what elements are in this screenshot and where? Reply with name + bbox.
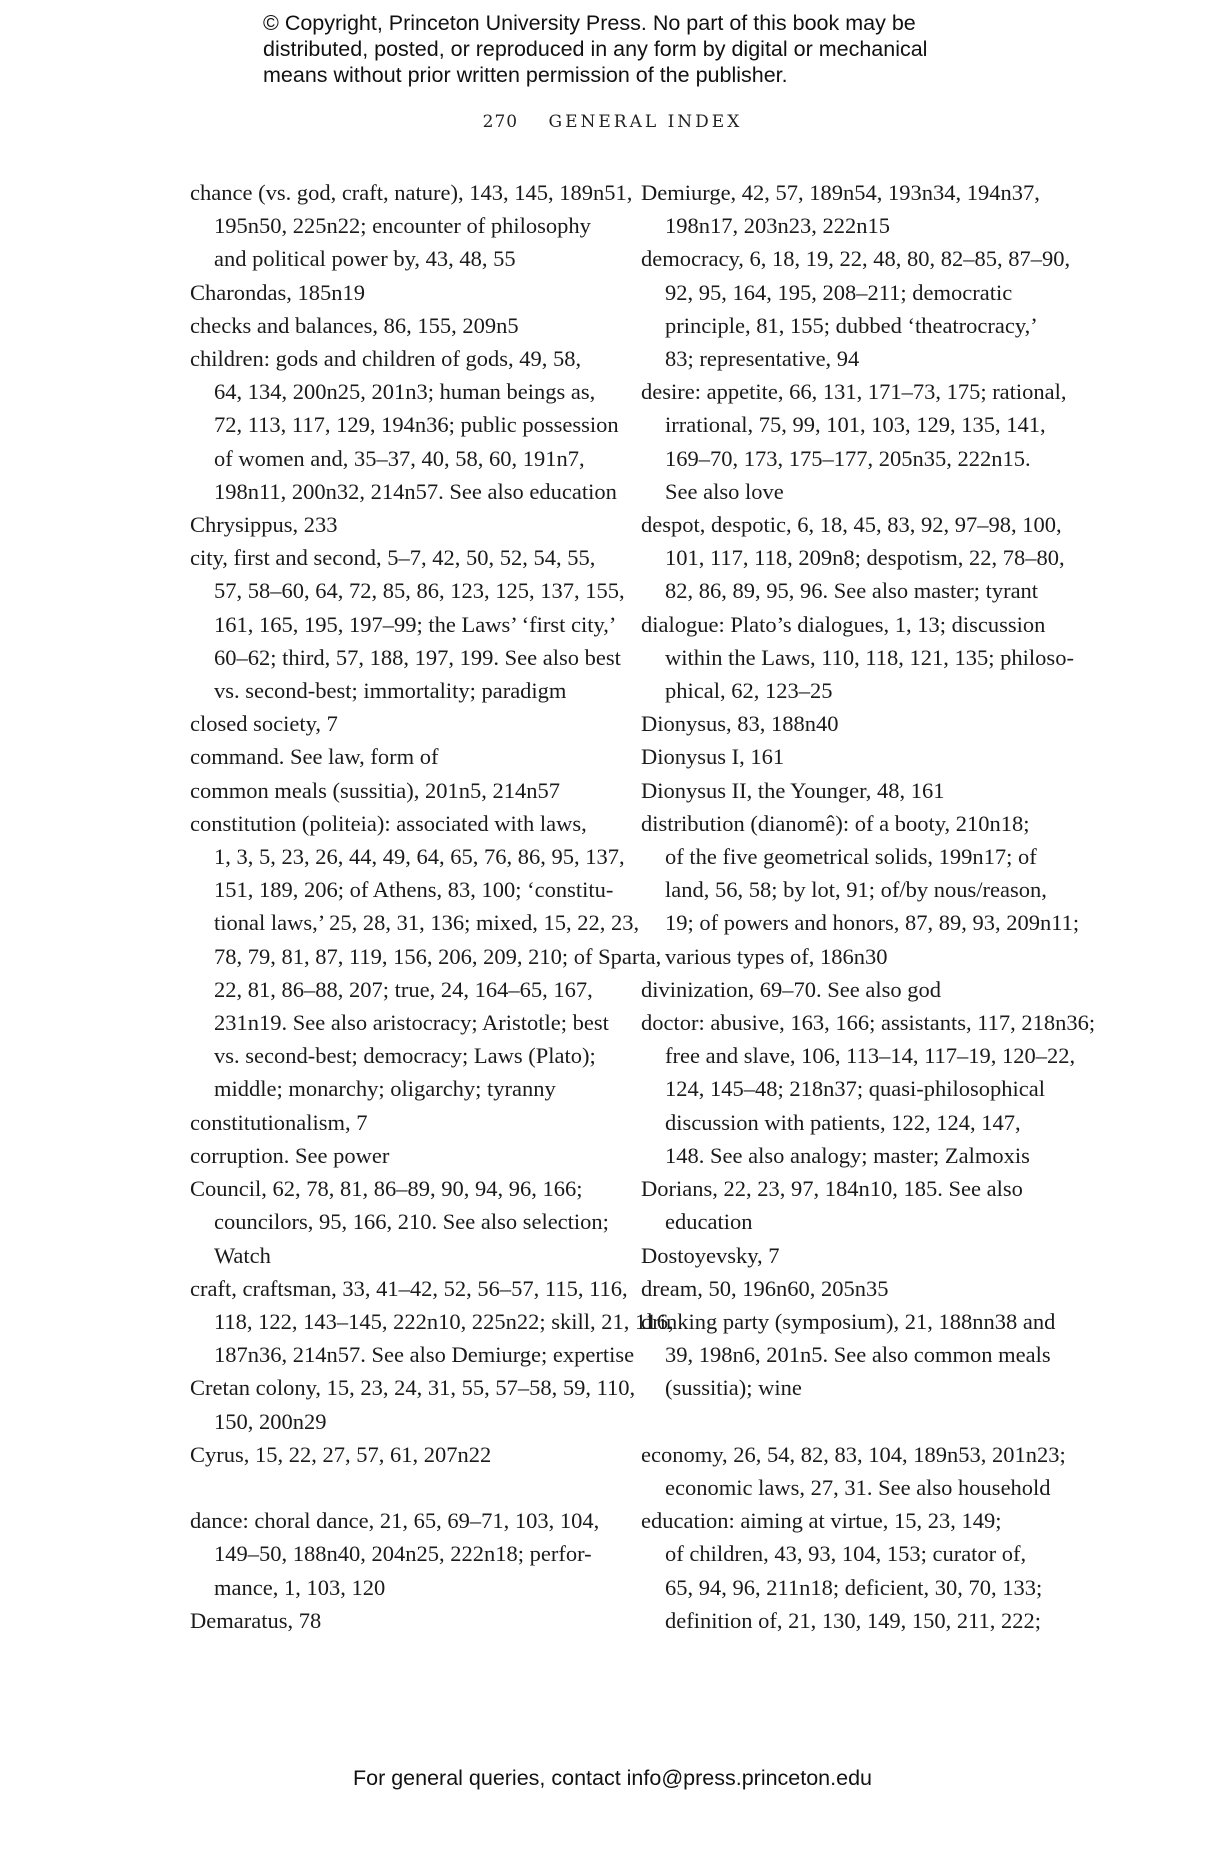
index-entry-line: constitution (politeia): associated with laws, <box>190 810 587 836</box>
index-entry-line: middle; monarchy; oligarchy; tyranny <box>214 1076 556 1102</box>
index-entry <box>641 740 1071 773</box>
index-entry <box>190 1604 620 1637</box>
index-entry-line: Cyrus, 15, 22, 27, 57, 61, 207n22 <box>190 1441 492 1467</box>
index-entry-line: discussion with patients, 122, 124, 147, <box>665 1109 1021 1135</box>
index-entry <box>641 176 1071 242</box>
index-entry <box>190 807 662 1106</box>
index-entry-line: command. See law, form of <box>190 744 439 770</box>
index-entry-line: of the five geometrical solids, 199n17; of <box>665 844 1037 870</box>
index-entry <box>190 176 633 276</box>
index-entry-line: doctor: abusive, 163, 166; assistants, 117, 218n36; <box>641 1010 1096 1036</box>
index-entry-line: Dostoyevsky, 7 <box>641 1242 780 1268</box>
index-entry-line: Dorians, 22, 23, 97, 184n10, 185. See also <box>641 1176 1023 1202</box>
index-entry <box>641 973 1071 1006</box>
index-entry <box>641 807 1080 973</box>
index-entry-line: Chrysippus, 233 <box>190 512 338 538</box>
index-entry-line: 169–70, 173, 175–177, 205n35, 222n15. <box>665 445 1031 471</box>
index-entry <box>641 608 1074 708</box>
index-entry <box>641 1006 1096 1172</box>
index-entry-line: despot, despotic, 6, 18, 45, 83, 92, 97–98, 100, <box>641 512 1062 538</box>
index-entry-line: 1, 3, 5, 23, 26, 44, 49, 64, 65, 76, 86, 95, 137, <box>214 844 625 870</box>
index-entry <box>190 1438 620 1471</box>
index-entry <box>190 508 620 541</box>
index-entry-line: 60–62; third, 57, 188, 197, 199. See also best <box>214 644 621 670</box>
index-entry-line: children: gods and children of gods, 49, 58, <box>190 346 582 372</box>
index-entry-line: Dionysus II, the Younger, 48, 161 <box>641 777 945 803</box>
index-entry <box>190 541 625 707</box>
index-entry-line: principle, 81, 155; dubbed ‘theatrocracy,’ <box>665 312 1038 338</box>
index-entry-line: vs. second-best; democracy; Laws (Plato); <box>214 1043 596 1069</box>
index-entry-line: education: aiming at virtue, 15, 23, 149; <box>641 1508 1002 1534</box>
index-entry-line: definition of, 21, 130, 149, 150, 211, 222; <box>665 1607 1042 1633</box>
section-gap <box>641 1405 1071 1438</box>
index-entry-line: dream, 50, 196n60, 205n35 <box>641 1275 889 1301</box>
index-entry <box>190 1139 620 1172</box>
index-entry-line: various types of, 186n30 <box>665 943 888 969</box>
index-entry <box>190 1504 620 1604</box>
index-column-left <box>190 176 674 1637</box>
index-entry-line: closed society, 7 <box>190 711 338 737</box>
index-entry-line: craft, craftsman, 33, 41–42, 52, 56–57, 115, 116, <box>190 1275 628 1301</box>
index-entry-line: 118, 122, 143–145, 222n10, 225n22; skill, 21, 116, <box>214 1308 674 1334</box>
index-entry-line: chance (vs. god, craft, nature), 143, 145, 189n51, <box>190 180 633 205</box>
index-entry <box>190 1272 674 1372</box>
index-entry-line: 83; representative, 94 <box>665 346 860 372</box>
index-entry-line: constitutionalism, 7 <box>190 1109 368 1135</box>
index-entry <box>641 508 1071 608</box>
index-entry-line: 150, 200n29 <box>214 1408 327 1434</box>
index-entry <box>190 707 620 740</box>
index-entry-line: economy, 26, 54, 82, 83, 104, 189n53, 201n23; <box>641 1441 1066 1467</box>
index-entry <box>190 276 620 309</box>
index-entry-line: city, first and second, 5–7, 42, 50, 52, 54, 55, <box>190 545 596 571</box>
index-entry <box>641 242 1071 375</box>
index-entry-line: 65, 94, 96, 211n18; deficient, 30, 70, 133; <box>665 1574 1043 1600</box>
index-entry-line: education <box>665 1209 753 1235</box>
index-entry-line: 101, 117, 118, 209n8; despotism, 22, 78–80, <box>665 545 1065 571</box>
index-entry <box>641 1305 1071 1405</box>
index-entry-line: 19; of powers and honors, 87, 89, 93, 209n11; <box>665 910 1080 936</box>
index-entry-line: 231n19. See also aristocracy; Aristotle; best <box>214 1010 609 1036</box>
running-head-title: GENERAL INDEX <box>548 112 743 132</box>
index-entry <box>641 1272 1071 1305</box>
index-entry-line: 124, 145–48; 218n37; quasi-philosophical <box>665 1076 1045 1102</box>
index-entry-line: free and slave, 106, 113–14, 117–19, 120–22, <box>665 1043 1076 1069</box>
index-entry-line: (sussitia); wine <box>665 1375 802 1401</box>
index-entry-line: distribution (dianomê): of a booty, 210n18; <box>641 810 1030 836</box>
index-entry <box>641 774 1071 807</box>
index-entry-line: Council, 62, 78, 81, 86–89, 90, 94, 96, 166; <box>190 1176 583 1202</box>
index-entry-line: 187n36, 214n57. See also Demiurge; expertise <box>214 1342 635 1368</box>
index-entry-line: 78, 79, 81, 87, 119, 156, 206, 209, 210; of Sparta, <box>214 943 662 969</box>
index-entry-line: 161, 165, 195, 197–99; the Laws’ ‘first city,’ <box>214 611 617 637</box>
index-entry-line: 82, 86, 89, 95, 96. See also master; tyrant <box>665 578 1039 604</box>
index-entry <box>190 1371 636 1437</box>
copyright-line: © Copyright, Princeton University Press. No part of this book may be <box>263 11 916 35</box>
index-entry-line: and political power by, 43, 48, 55 <box>214 246 516 272</box>
index-entry-line: Dionysus, 83, 188n40 <box>641 711 839 737</box>
index-entry <box>190 342 620 508</box>
index-entry-line: 198n17, 203n23, 222n15 <box>665 213 890 239</box>
index-entry <box>190 774 620 807</box>
index-entry-line: 57, 58–60, 64, 72, 85, 86, 123, 125, 137, 155, <box>214 578 625 604</box>
index-entry <box>641 1504 1071 1637</box>
index-entry-line: 92, 95, 164, 195, 208–211; democratic <box>665 279 1013 305</box>
index-entry <box>641 1172 1071 1238</box>
index-entry-line: 22, 81, 86–88, 207; true, 24, 164–65, 167, <box>214 976 593 1002</box>
index-entry-line: checks and balances, 86, 155, 209n5 <box>190 312 519 338</box>
index-entry-line: desire: appetite, 66, 131, 171–73, 175; rational, <box>641 379 1067 405</box>
index-entry-line: tional laws,’ 25, 28, 31, 136; mixed, 15, 22, 23, <box>214 910 640 936</box>
index-entry-line: Dionysus I, 161 <box>641 744 785 770</box>
index-entry <box>641 1239 1071 1272</box>
index-entry <box>641 707 1071 740</box>
index-entry <box>641 1438 1071 1504</box>
index-entry-line: dialogue: Plato’s dialogues, 1, 13; discussion <box>641 611 1046 637</box>
index-entry-line: 39, 198n6, 201n5. See also common meals <box>665 1342 1051 1368</box>
index-entry-line: democracy, 6, 18, 19, 22, 48, 80, 82–85, 87–90, <box>641 246 1071 272</box>
index-entry <box>190 309 620 342</box>
index-entry-line: Demaratus, 78 <box>190 1607 322 1633</box>
index-entry-line: 151, 189, 206; of Athens, 83, 100; ‘constitu- <box>214 877 614 903</box>
index-entry-line: See also love <box>665 478 784 504</box>
index-entry-line: councilors, 95, 166, 210. See also selection; <box>214 1209 609 1235</box>
index-entry-line: Charondas, 185n19 <box>190 279 365 305</box>
index-entry <box>190 1172 620 1272</box>
index-entry-line: Demiurge, 42, 57, 189n54, 193n34, 194n37, <box>641 180 1040 205</box>
index-entry <box>190 740 620 773</box>
copyright-line: means without prior written permission of the publisher. <box>263 63 788 87</box>
index-entry-line: phical, 62, 123–25 <box>665 678 833 704</box>
index-entry-line: 149–50, 188n40, 204n25, 222n18; perfor- <box>214 1541 592 1567</box>
index-entry-line: common meals (sussitia), 201n5, 214n57 <box>190 777 560 803</box>
index-entry <box>190 1106 620 1139</box>
footer-contact: For general queries, contact info@press.princeton.edu <box>352 1766 872 1790</box>
index-entry-line: mance, 1, 103, 120 <box>214 1574 386 1600</box>
index-entry <box>641 375 1071 508</box>
copyright-notice <box>263 10 983 88</box>
index-entry-line: Watch <box>214 1242 271 1268</box>
index-entry-line: corruption. See power <box>190 1142 390 1168</box>
page-number: 270 <box>482 112 519 132</box>
index-entry-line: Cretan colony, 15, 23, 24, 31, 55, 57–58, 59, 110, <box>190 1375 636 1401</box>
index-entry-line: vs. second-best; immortality; paradigm <box>214 678 567 704</box>
index-entry-line: drinking party (symposium), 21, 188nn38 and <box>641 1308 1056 1334</box>
index-entry-line: 72, 113, 117, 129, 194n36; public possession <box>214 412 619 438</box>
index-entry-line: economic laws, 27, 31. See also household <box>665 1474 1051 1500</box>
index-entry-line: of children, 43, 93, 104, 153; curator of, <box>665 1541 1027 1567</box>
index-entry-line: land, 56, 58; by lot, 91; of/by nous/reason, <box>665 877 1047 903</box>
index-entry-line: dance: choral dance, 21, 65, 69–71, 103, 104, <box>190 1508 600 1534</box>
running-head <box>0 112 1225 132</box>
index-entry-line: of women and, 35–37, 40, 58, 60, 191n7, <box>214 445 585 471</box>
index-entry-line: 148. See also analogy; master; Zalmoxis <box>665 1142 1030 1168</box>
index-column-right <box>641 176 1096 1637</box>
index-entry-line: 64, 134, 200n25, 201n3; human beings as, <box>214 379 596 405</box>
index-entry-line: divinization, 69–70. See also god <box>641 976 941 1002</box>
index-entry-line: irrational, 75, 99, 101, 103, 129, 135, 141, <box>665 412 1046 438</box>
copyright-line: distributed, posted, or reproduced in any form by digital or mechanical <box>263 37 928 61</box>
index-entry-line: 198n11, 200n32, 214n57. See also education <box>214 478 617 504</box>
index-entry-line: 195n50, 225n22; encounter of philosophy <box>214 213 591 239</box>
index-entry-line: within the Laws, 110, 118, 121, 135; philoso- <box>665 644 1074 670</box>
section-gap <box>190 1471 620 1504</box>
